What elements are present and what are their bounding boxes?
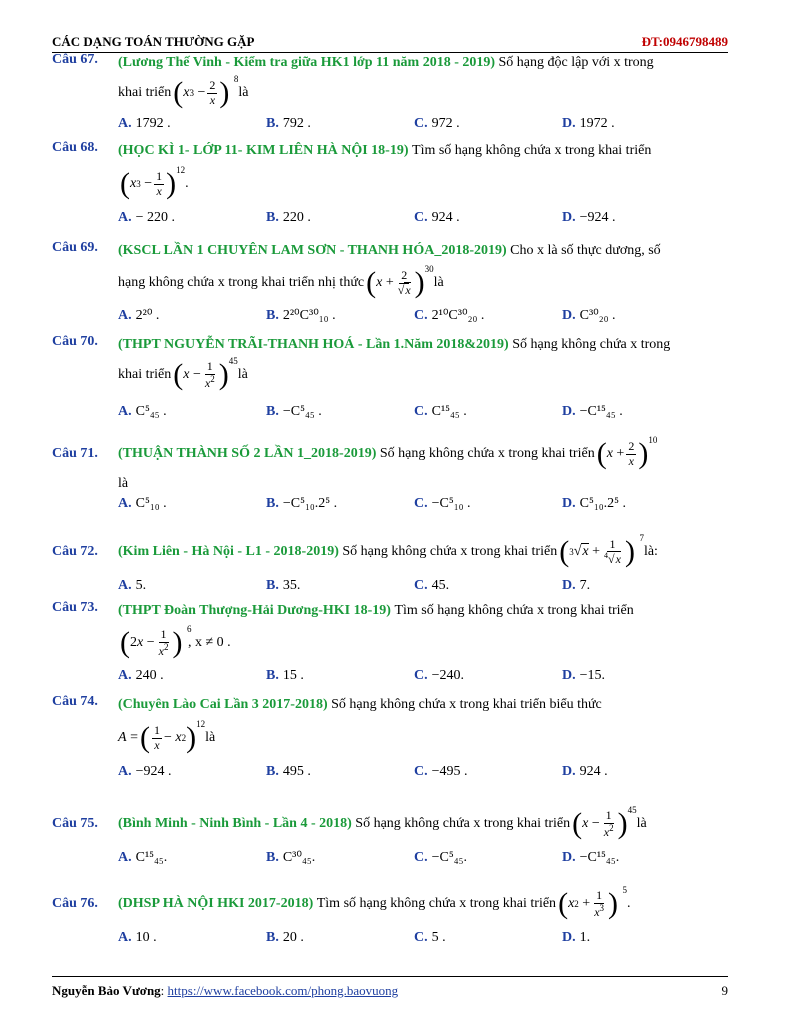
question-tail: . [627,895,631,911]
option-a[interactable]: A. 1792 . [118,116,171,131]
option-b[interactable]: B. 35. [266,578,301,593]
answer-options [118,578,728,595]
answer-options [118,116,728,133]
option-b[interactable]: B. 495 . [266,764,311,779]
option-d[interactable]: D. C⁵₁₀.2⁵ . [562,496,626,511]
option-a[interactable]: A. 10 . [118,930,157,945]
option-b[interactable]: B. −C⁵₁₀.2⁵ . [266,496,338,511]
question-text: Tìm số hạng không chứa x trong khai triển [316,895,557,911]
option-c[interactable]: C. 972 . [414,116,460,131]
question-tail: là [433,274,444,290]
page-number: 9 [721,983,728,998]
option-c[interactable]: C. −C⁵₄₅. [414,850,468,865]
option-c[interactable]: C. 45. [414,578,450,593]
option-b[interactable]: B. C³⁰₄₅. [266,850,316,865]
question-text: Tìm số hạng không chứa x trong khai triển [394,602,634,618]
answer-options [118,764,728,781]
question-text: Số hạng không chứa x trong khai triển [355,815,571,831]
option-a[interactable]: A. −924 . [118,764,172,779]
math-expression: ( x + $\frac{2}{x}$ ) $^{10}$ [596,435,658,470]
option-c[interactable]: C. −C⁵₁₀ . [414,496,471,511]
option-c[interactable]: C. 924 . [414,210,460,225]
question-tail: , x ≠ 0 . [187,634,231,650]
math-expression: ( x − $\frac{1}{x^2}$ ) $^{45}$ [572,805,637,840]
option-b[interactable]: B. 20 . [266,930,304,945]
answer-options [118,850,728,867]
question-71 [52,432,728,524]
question-source: (THPT Đoàn Thượng-Hải Dương-HKI 18-19) [118,602,391,618]
math-expression: ( x 3 − $\frac{2}{x}$ ) $^8$ [173,74,239,109]
math-expression: ( x 2 + $\frac{1}{x^3}$ ) $^5$ [558,885,628,920]
option-b[interactable]: B. 792 . [266,116,311,131]
option-d[interactable]: D. 924 . [562,764,608,779]
question-text-2: khai triển [118,84,172,100]
question-76 [52,882,728,958]
math-expression: ( 2 x − $\frac{1}{x^2}$ ) $^6$ [120,624,192,659]
option-b[interactable]: B. 2²⁰C³⁰₁₀ . [266,308,336,323]
question-72 [52,530,728,600]
question-text: Cho x là số thực dương, số [510,242,661,258]
option-d[interactable]: D. −C¹⁵₄₅. [562,850,620,865]
question-74: Câu 74. (Chuyên Lào Cai Lần 3 2017-2018) Số hạng không chứa x trong khai triển biểu thức A = ( $\frac{1}{x}$ − x 2 ) $^{12}$ là A. −924 . B. 495 . C. −495 . D. 924 . [52,694,728,794]
option-a[interactable]: A. 2²⁰ . [118,308,160,323]
option-d[interactable]: D. −C¹⁵₄₅ . [562,404,623,419]
option-a[interactable]: A. 5. [118,578,147,593]
question-number: Câu 71. [52,446,98,461]
question-text: Số hạng không chứa x trong khai triển [379,445,595,461]
math-expression: ( x 3 − $\frac{1}{x}$ ) $^{12}$ [120,165,186,200]
question-tail: là [636,815,647,831]
question-text: Số hạng không chứa x trong khai triển [342,543,558,559]
question-text: Tìm số hạng không chứa x trong khai triển [412,142,652,158]
question-source: (THUẬN THÀNH SỐ 2 LẦN 1_2018-2019) [118,445,377,461]
question-68: Câu 68. (HỌC KÌ 1- LỚP 11- KIM LIÊN HÀ NỘI 18-19) Tìm số hạng không chứa x trong khai triển ( x 3 − $\frac{1}{x}$ ) $^{12}$ . A. − 220 . B. 220 . C. 924 . D. −924 . [52,140,728,232]
option-c[interactable]: C. C¹⁵₄₅ . [414,404,467,419]
option-b[interactable]: B. 15 . [266,668,304,683]
answer-options [118,930,728,947]
question-text-2: hạng không chứa x trong khai triển nhị thức [118,274,365,290]
math-expression: ( $\frac{1}{x}$ − x 2 ) $^{12}$ [139,719,206,754]
question-source: (KSCL LẦN 1 CHUYÊN LAM SƠN - THANH HÓA_2018-2019) [118,242,507,258]
question-tail: là [237,366,248,382]
option-d[interactable]: D. 1. [562,930,591,945]
option-d[interactable]: D. 1972 . [562,116,615,131]
question-source: (Lương Thế Vinh - Kiểm tra giữa HK1 lớp 11 năm 2018 - 2019) [118,54,496,70]
option-a[interactable]: A. C⁵₄₅ . [118,404,167,419]
header-title: CÁC DẠNG TOÁN THƯỜNG GẶP [52,34,255,49]
question-number: Câu 68. [52,140,98,155]
answer-options [118,308,728,325]
facebook-link[interactable]: https://www.facebook.com/phong.baovuong [167,983,399,998]
option-d[interactable]: D. 7. [562,578,591,593]
question-text: Số hạng không chứa x trong [512,336,671,352]
option-d[interactable]: D. −924 . [562,210,616,225]
question-source: (Bình Minh - Ninh Bình - Lần 4 - 2018) [118,815,352,831]
question-source: (HỌC KÌ 1- LỚP 11- KIM LIÊN HÀ NỘI 18-19) [118,142,409,158]
option-a[interactable]: A. 240 . [118,668,164,683]
question-text: Số hạng độc lập với x trong [498,54,654,70]
option-a[interactable]: A. C¹⁵₄₅. [118,850,168,865]
question-number: Câu 69. [52,240,98,255]
question-75 [52,802,728,878]
page-footer: Nguyễn Bảo Vương: https://www.facebook.com/phong.baovuong 9 [52,976,728,999]
question-tail: là [238,84,249,100]
option-b[interactable]: B. 220 . [266,210,311,225]
question-73 [52,600,728,690]
option-a[interactable]: A. − 220 . [118,210,176,225]
question-source: (Kim Liên - Hà Nội - L1 - 2018-2019) [118,543,339,559]
header-phone: ĐT:0946798489 [641,34,728,49]
question-number: Câu 76. [52,896,98,911]
answer-options [118,404,728,421]
option-c[interactable]: C. 2¹⁰C³⁰₂₀ . [414,308,485,323]
question-source: (DHSP HÀ NỘI HKI 2017-2018) [118,895,314,911]
option-c[interactable]: C. −495 . [414,764,468,779]
answer-options [118,210,728,227]
option-d[interactable]: D. −15. [562,668,606,683]
question-source: (THPT NGUYỄN TRÃI-THANH HOÁ - Lần 1.Năm 2018&2019) [118,336,509,352]
option-d[interactable]: D. C³⁰₂₀ . [562,308,616,323]
question-number: Câu 67. [52,52,98,67]
question-69 [52,240,728,330]
question-number: Câu 73. [52,600,98,615]
answer-options [118,668,728,685]
question-number: Câu 72. [52,544,98,559]
question-number: Câu 70. [52,334,98,349]
question-text: Số hạng không chứa x trong khai triển biểu thức [331,696,602,712]
question-list [52,52,728,958]
option-c[interactable]: C. 5 . [414,930,446,945]
math-expression: ( x + $\frac{2}{√x}$ ) $^{30}$ [366,264,434,299]
math-expression: ( x − $\frac{1}{x^2}$ ) $^{45}$ [173,356,238,391]
option-c[interactable]: C. −240. [414,668,465,683]
question-tail: là [118,475,129,491]
question-number: Câu 74. [52,694,98,709]
option-b[interactable]: B. −C⁵₄₅ . [266,404,322,419]
question-67 [52,52,728,136]
page-header [52,34,728,53]
math-expression: ( 3 √ x + $\frac{1}{^4√x}$ ) $^7$ [559,533,644,568]
question-number: Câu 75. [52,816,98,831]
option-a[interactable]: A. C⁵₁₀ . [118,496,167,511]
answer-options [118,496,728,513]
question-source: (Chuyên Lào Cai Lần 3 2017-2018) [118,696,328,712]
question-70 [52,334,728,424]
question-tail: là [205,729,216,745]
question-tail: là: [643,543,658,559]
footer-author: Nguyễn Bảo Vương [52,983,161,998]
question-text-2: khai triển [118,366,172,382]
